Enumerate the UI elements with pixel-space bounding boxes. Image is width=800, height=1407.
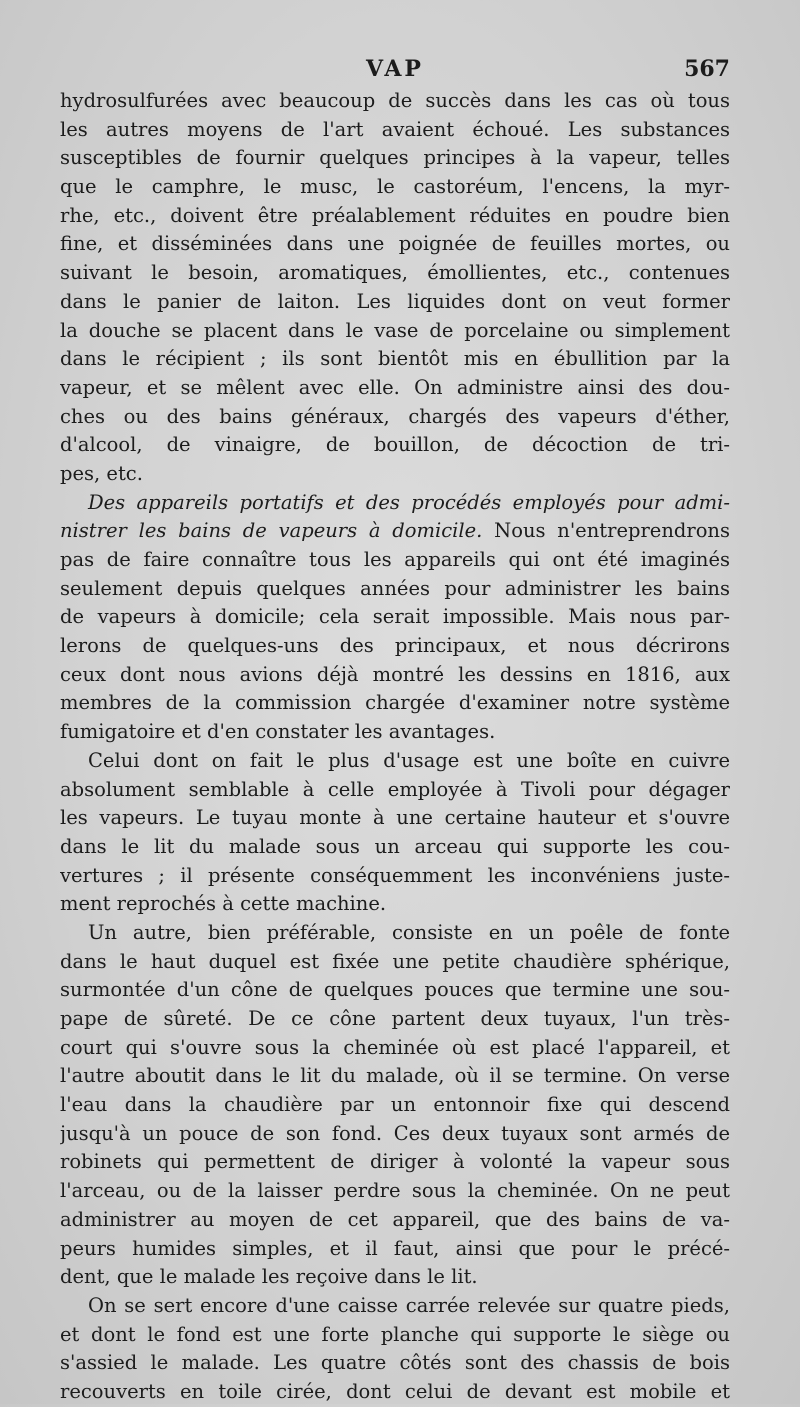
text-line: les vapeurs. Le tuyau monte à une certaine hauteur et s'ouvre	[60, 806, 730, 830]
text-line: peurs humides simples, et il faut, ainsi que pour le précé-	[60, 1236, 730, 1260]
page-number: 567	[684, 56, 730, 82]
text-line: rhe, etc., doivent être préalablement réduites en poudre bien	[60, 203, 730, 227]
text-line: Un autre, bien préférable, consiste en un poêle de fonte	[88, 920, 730, 944]
text-line: pape de sûreté. De ce cône partent deux tuyaux, l'un très-	[60, 1007, 730, 1030]
italic-heading-text: nistrer les bains de vapeurs à domicile.	[60, 519, 483, 543]
text-line: d'alcool, de vinaigre, de bouillon, de décoction de tri-	[60, 433, 730, 457]
text-line: vapeur, et se mêlent avec elle. On administre ainsi des dou-	[60, 375, 730, 399]
text-line: suivant le besoin, aromatiques, émollientes, etc., contenues	[60, 261, 730, 285]
text-line: On se sert encore d'une caisse carrée relevée sur quatre pieds,	[88, 1293, 730, 1317]
text-line: la douche se placent dans le vase de porcelaine ou simplement	[60, 318, 730, 342]
text-line: recouverts en toile cirée, dont celui de devant est mobile et	[60, 1379, 730, 1403]
text-line	[60, 517, 730, 546]
text-line: pes, etc.	[60, 461, 143, 485]
text-line: s'assied le malade. Les quatre côtés sont des chassis de bois	[60, 1351, 730, 1375]
text-line: l'autre aboutit dans le lit du malade, où il se termine. On verse	[60, 1064, 730, 1088]
text-line: Des appareils portatifs et des procédés employés pour admi-	[88, 490, 730, 514]
text-line: ches ou des bains généraux, chargés des vapeurs d'éther,	[60, 404, 730, 428]
text-line: court qui s'ouvre sous la cheminée où est placé l'appareil, et	[60, 1035, 730, 1059]
text-line: robinets qui permettent de diriger à volonté la vapeur sous	[60, 1150, 730, 1174]
line-text: Nous n'entreprendrons	[482, 519, 730, 543]
text-line: l'eau dans la chaudière par un entonnoir fixe qui descend	[60, 1093, 730, 1117]
text-line: dans le lit du malade sous un arceau qui supporte les cou-	[60, 834, 730, 858]
text-line: dans le haut duquel est fixée une petite chaudière sphérique,	[60, 949, 730, 973]
text-line: l'arceau, ou de la laisser perdre sous la cheminée. On ne peut	[60, 1179, 730, 1203]
text-line: de vapeurs à domicile; cela serait impossible. Mais nous par-	[60, 605, 730, 629]
text-line: pas de faire connaître tous les appareils qui ont été imaginés	[60, 548, 730, 571]
running-head	[60, 56, 730, 90]
running-title: VAP	[366, 56, 424, 82]
text-line: surmontée d'un cône de quelques pouces que termine une sou-	[60, 978, 730, 1002]
body-text	[60, 87, 730, 1407]
text-line: dans le panier de laiton. Les liquides dont on veut former	[60, 289, 730, 313]
text-line: jusqu'à un pouce de son fond. Ces deux tuyaux sont armés de	[60, 1121, 730, 1145]
text-line: lerons de quelques-uns des principaux, et nous décrirons	[60, 634, 730, 658]
text-line: hydrosulfurées avec beaucoup de succès dans les cas où tous	[60, 89, 730, 112]
text-line: Celui dont on fait le plus d'usage est une boîte en cuivre	[88, 748, 730, 772]
text-line: et dont le fond est une forte planche qui supporte le siège ou	[60, 1322, 730, 1346]
text-line: dans le récipient ; ils sont bientôt mis en ébullition par la	[60, 347, 730, 371]
text-line: fine, et disséminées dans une poignée de feuilles mortes, ou	[60, 232, 730, 256]
text-line: administrer au moyen de cet appareil, que des bains de va-	[60, 1207, 730, 1231]
text-line: les autres moyens de l'art avaient échoué. Les substances	[60, 117, 730, 141]
text-line: susceptibles de fournir quelques principes à la vapeur, telles	[60, 146, 730, 170]
text-line: membres de la commission chargée d'examiner notre système	[60, 691, 730, 715]
text-line: ment reprochés à cette machine.	[60, 892, 387, 916]
text-line: seulement depuis quelques années pour administrer les bains	[60, 576, 730, 600]
text-line: ceux dont nous avions déjà montré les dessins en 1816, aux	[60, 662, 730, 686]
text-line: que le camphre, le musc, le castoréum, l'encens, la myr-	[60, 175, 730, 199]
text-line: dent, que le malade les reçoive dans le lit.	[60, 1265, 478, 1289]
text-line: fumigatoire et d'en constater les avantages.	[60, 720, 496, 744]
text-line: vertures ; il présente conséquemment les inconvéniens juste-	[60, 863, 730, 887]
text-line: absolument semblable à celle employée à Tivoli pour dégager	[60, 777, 730, 801]
